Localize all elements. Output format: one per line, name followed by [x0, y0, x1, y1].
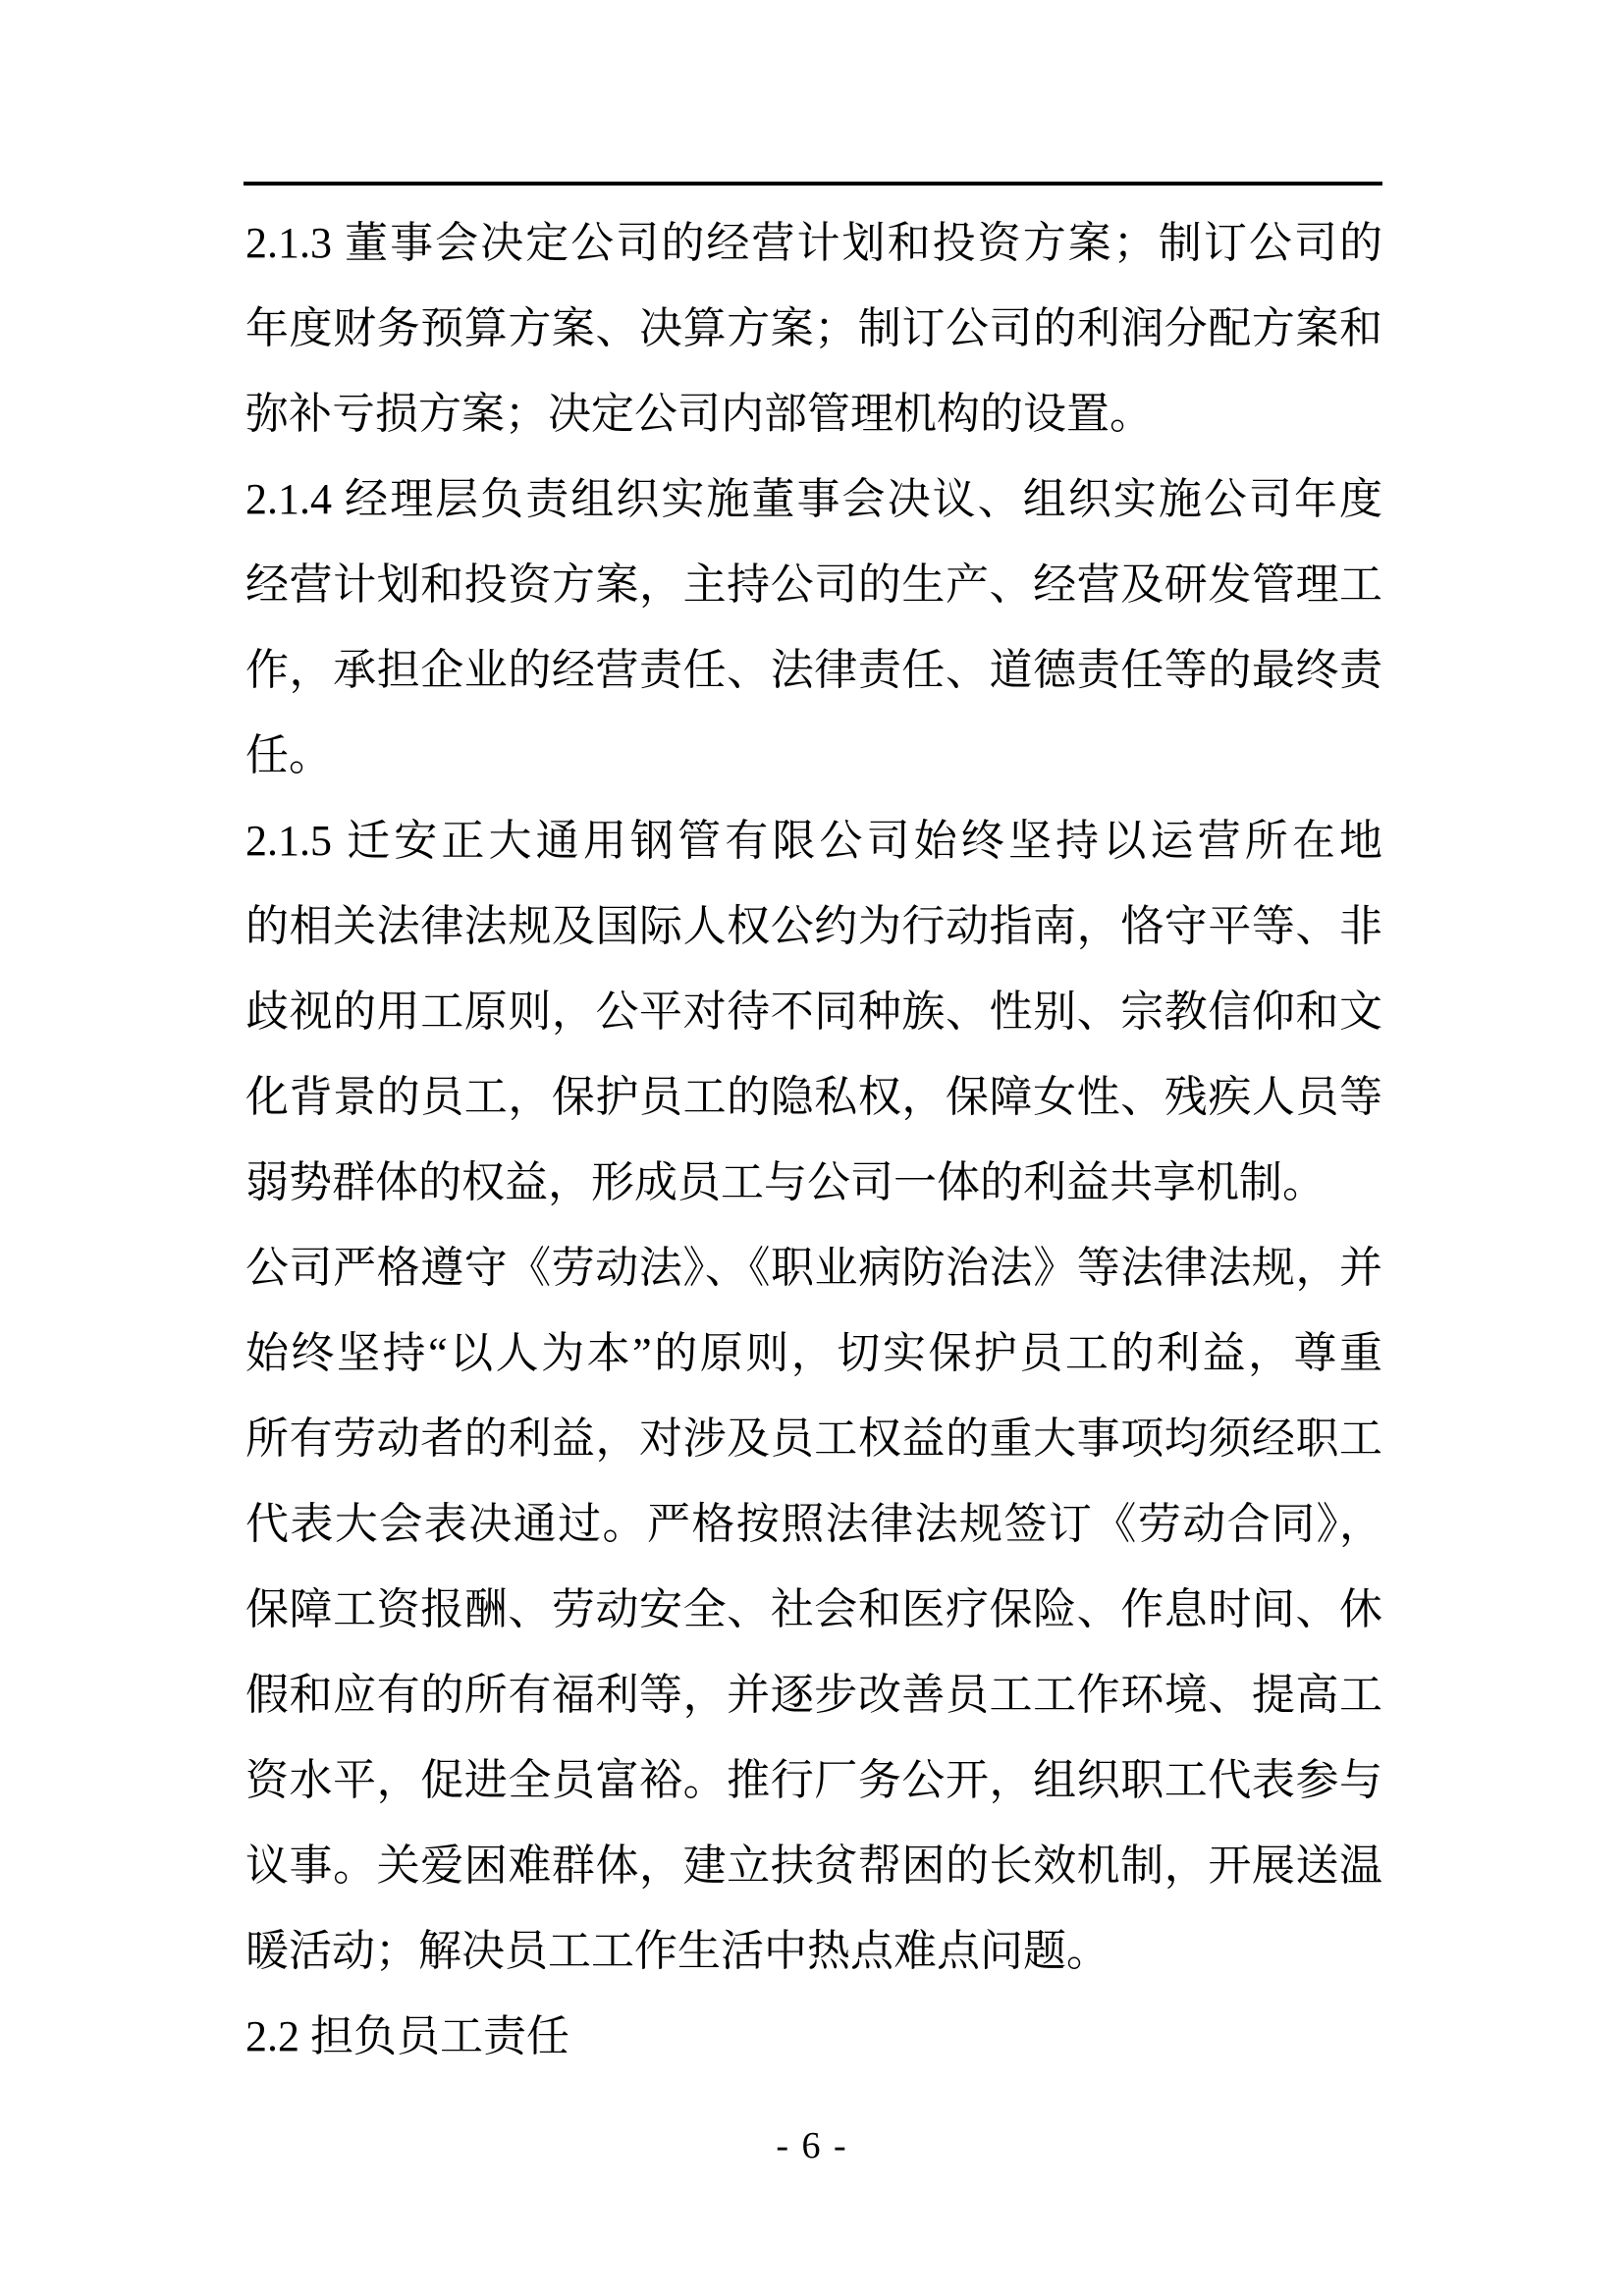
document-body — [245, 200, 1382, 2079]
text-line: 经营计划和投资方案，主持公司的生产、经营及研发管理工 — [245, 561, 1382, 609]
text-line: 代表大会表决通过。严格按照法律法规签订《劳动合同》， — [245, 1500, 1382, 1548]
text-line: 化背景的员工，保护员工的隐私权，保障女性、残疾人员等 — [245, 1073, 1382, 1121]
text-line: 2.2 担负员工责任 — [245, 2012, 569, 2060]
page-number: - 6 - — [776, 2125, 848, 2166]
text-line: 始终坚持“以人为本”的原则，切实保护员工的利益，尊重 — [245, 1329, 1382, 1377]
text-line: 弱势群体的权益，形成员工与公司一体的利益共享机制。 — [245, 1158, 1326, 1206]
text-line: 年度财务预算方案、决算方案；制订公司的利润分配方案和 — [245, 304, 1382, 352]
text-line: 所有劳动者的利益，对涉及员工权益的重大事项均须经职工 — [245, 1415, 1382, 1463]
text-line: 弥补亏损方案；决定公司内部管理机构的设置。 — [245, 390, 1153, 438]
text-line: 2.1.3 董事会决定公司的经营计划和投资方案；制订公司的 — [245, 219, 1382, 267]
text-line: 作，承担企业的经营责任、法律责任、道德责任等的最终责 — [245, 646, 1382, 694]
text-line: 资水平，促进全员富裕。推行厂务公开，组织职工代表参与 — [245, 1756, 1382, 1804]
text-line: 公司严格遵守《劳动法》、《职业病防治法》等法律法规，并 — [245, 1244, 1382, 1292]
text-line: 歧视的用工原则，公平对待不同种族、性别、宗教信仰和文 — [245, 988, 1382, 1036]
text-line: 2.1.4 经理层负责组织实施董事会决议、组织实施公司年度 — [245, 475, 1382, 523]
text-line: 假和应有的所有福利等，并逐步改善员工工作环境、提高工 — [245, 1671, 1382, 1719]
text-line: 2.1.5 迁安正大通用钢管有限公司始终坚持以运营所在地 — [245, 817, 1382, 865]
text-line: 议事。关爱困难群体，建立扶贫帮困的长效机制，开展送温 — [245, 1842, 1382, 1890]
text-line: 的相关法律法规及国际人权公约为行动指南，恪守平等、非 — [245, 902, 1382, 950]
header-rule — [244, 182, 1382, 186]
text-line: 任。 — [245, 731, 332, 779]
text-line: 暖活动；解决员工工作生活中热点难点问题。 — [245, 1927, 1110, 1975]
text-line: 保障工资报酬、劳动安全、社会和医疗保险、作息时间、休 — [245, 1585, 1382, 1633]
